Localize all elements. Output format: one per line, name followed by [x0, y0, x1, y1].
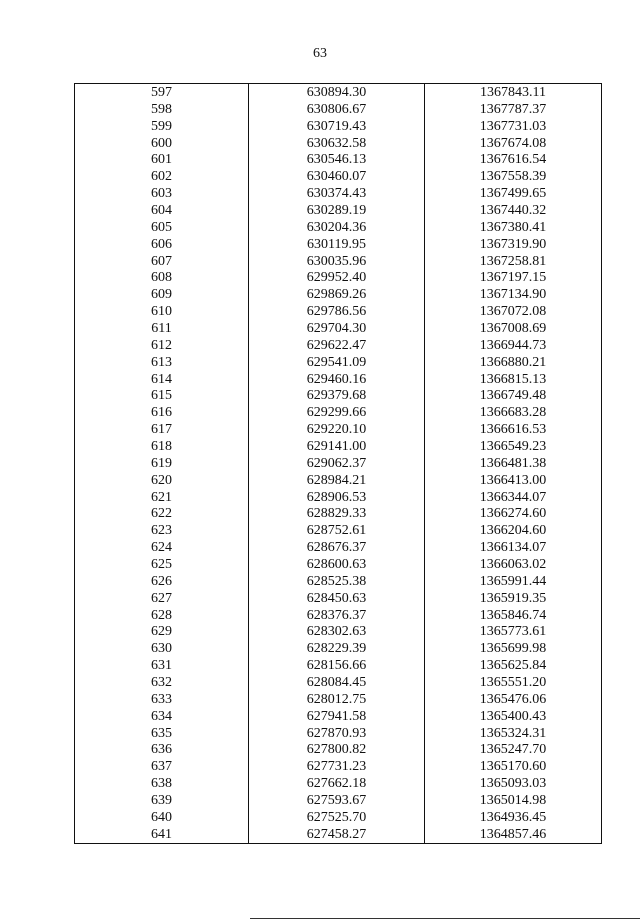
x-coordinate-cell: 627525.70 — [249, 809, 425, 826]
y-coordinate-cell: 1367319.90 — [425, 236, 602, 253]
x-coordinate-cell: 627800.82 — [249, 742, 425, 759]
point-number-cell: 627 — [75, 590, 249, 607]
table-row — [75, 202, 602, 219]
point-number-cell: 616 — [75, 404, 249, 421]
y-coordinate-cell: 1365476.06 — [425, 691, 602, 708]
x-coordinate-cell: 628376.37 — [249, 607, 425, 624]
y-coordinate-cell: 1365919.35 — [425, 590, 602, 607]
x-coordinate-cell: 628906.53 — [249, 489, 425, 506]
x-coordinate-cell: 630894.30 — [249, 84, 425, 101]
point-number-cell: 625 — [75, 556, 249, 573]
y-coordinate-cell: 1367440.32 — [425, 202, 602, 219]
y-coordinate-cell: 1364857.46 — [425, 826, 602, 843]
table-row — [75, 472, 602, 489]
point-number-cell: 640 — [75, 809, 249, 826]
x-coordinate-cell: 630289.19 — [249, 202, 425, 219]
x-coordinate-cell: 628450.63 — [249, 590, 425, 607]
y-coordinate-cell: 1367258.81 — [425, 253, 602, 270]
table-row — [75, 792, 602, 809]
point-number-cell: 638 — [75, 775, 249, 792]
y-coordinate-cell: 1367616.54 — [425, 151, 602, 168]
point-number-cell: 628 — [75, 607, 249, 624]
y-coordinate-cell: 1365846.74 — [425, 607, 602, 624]
point-number-cell: 611 — [75, 320, 249, 337]
point-number-cell: 636 — [75, 742, 249, 759]
table-row — [75, 505, 602, 522]
point-number-cell: 618 — [75, 438, 249, 455]
y-coordinate-cell: 1365014.98 — [425, 792, 602, 809]
x-coordinate-cell: 629704.30 — [249, 320, 425, 337]
y-coordinate-cell: 1366134.07 — [425, 539, 602, 556]
x-coordinate-cell: 628084.45 — [249, 674, 425, 691]
x-coordinate-cell: 629141.00 — [249, 438, 425, 455]
x-coordinate-cell: 629379.68 — [249, 387, 425, 404]
table-row — [75, 522, 602, 539]
table-row — [75, 640, 602, 657]
point-number-cell: 617 — [75, 421, 249, 438]
x-coordinate-cell: 630546.13 — [249, 151, 425, 168]
table-row — [75, 708, 602, 725]
table-row — [75, 404, 602, 421]
x-coordinate-cell: 630035.96 — [249, 253, 425, 270]
y-coordinate-cell: 1365551.20 — [425, 674, 602, 691]
table-row — [75, 337, 602, 354]
x-coordinate-cell: 630204.36 — [249, 219, 425, 236]
table-row — [75, 624, 602, 641]
y-coordinate-cell: 1367843.11 — [425, 84, 602, 101]
x-coordinate-cell: 628984.21 — [249, 472, 425, 489]
y-coordinate-cell: 1364936.45 — [425, 809, 602, 826]
x-coordinate-cell: 629869.26 — [249, 286, 425, 303]
x-coordinate-cell: 630119.95 — [249, 236, 425, 253]
y-coordinate-cell: 1365699.98 — [425, 640, 602, 657]
point-number-cell: 607 — [75, 253, 249, 270]
table-row — [75, 185, 602, 202]
point-number-cell: 633 — [75, 691, 249, 708]
table-row — [75, 438, 602, 455]
y-coordinate-cell: 1365324.31 — [425, 725, 602, 742]
table-row — [75, 674, 602, 691]
x-coordinate-cell: 628525.38 — [249, 573, 425, 590]
x-coordinate-cell: 629541.09 — [249, 354, 425, 371]
table-row — [75, 573, 602, 590]
y-coordinate-cell: 1365991.44 — [425, 573, 602, 590]
point-number-cell: 619 — [75, 455, 249, 472]
table-row — [75, 371, 602, 388]
point-number-cell: 623 — [75, 522, 249, 539]
table-row — [75, 758, 602, 775]
point-number-cell: 613 — [75, 354, 249, 371]
table-row — [75, 269, 602, 286]
y-coordinate-cell: 1366481.38 — [425, 455, 602, 472]
point-number-cell: 614 — [75, 371, 249, 388]
x-coordinate-cell: 627458.27 — [249, 826, 425, 843]
x-coordinate-cell: 627662.18 — [249, 775, 425, 792]
table-body — [75, 84, 602, 844]
table-row — [75, 539, 602, 556]
table-row — [75, 118, 602, 135]
y-coordinate-cell: 1367380.41 — [425, 219, 602, 236]
x-coordinate-cell: 630719.43 — [249, 118, 425, 135]
table-row — [75, 320, 602, 337]
y-coordinate-cell: 1365247.70 — [425, 742, 602, 759]
x-coordinate-cell: 629952.40 — [249, 269, 425, 286]
page-number: 63 — [313, 46, 327, 61]
point-number-cell: 600 — [75, 135, 249, 152]
point-number-cell: 612 — [75, 337, 249, 354]
y-coordinate-cell: 1365093.03 — [425, 775, 602, 792]
point-number-cell: 602 — [75, 168, 249, 185]
point-number-cell: 637 — [75, 758, 249, 775]
y-coordinate-cell: 1367787.37 — [425, 101, 602, 118]
table-row — [75, 775, 602, 792]
table-row — [75, 387, 602, 404]
point-number-cell: 610 — [75, 303, 249, 320]
y-coordinate-cell: 1365625.84 — [425, 657, 602, 674]
table-row — [75, 84, 602, 101]
point-number-cell: 629 — [75, 624, 249, 641]
table-row — [75, 421, 602, 438]
table-row — [75, 607, 602, 624]
y-coordinate-cell: 1365400.43 — [425, 708, 602, 725]
point-number-cell: 604 — [75, 202, 249, 219]
y-coordinate-cell: 1365773.61 — [425, 624, 602, 641]
x-coordinate-cell: 629460.16 — [249, 371, 425, 388]
y-coordinate-cell: 1366616.53 — [425, 421, 602, 438]
y-coordinate-cell: 1367072.08 — [425, 303, 602, 320]
x-coordinate-cell: 627941.58 — [249, 708, 425, 725]
coordinate-table — [74, 83, 602, 844]
table-row — [75, 135, 602, 152]
table-row — [75, 742, 602, 759]
x-coordinate-cell: 630806.67 — [249, 101, 425, 118]
point-number-cell: 631 — [75, 657, 249, 674]
x-coordinate-cell: 628752.61 — [249, 522, 425, 539]
table-row — [75, 657, 602, 674]
x-coordinate-cell: 628676.37 — [249, 539, 425, 556]
point-number-cell: 635 — [75, 725, 249, 742]
y-coordinate-cell: 1366204.60 — [425, 522, 602, 539]
x-coordinate-cell: 628012.75 — [249, 691, 425, 708]
point-number-cell: 608 — [75, 269, 249, 286]
x-coordinate-cell: 630632.58 — [249, 135, 425, 152]
point-number-cell: 603 — [75, 185, 249, 202]
point-number-cell: 615 — [75, 387, 249, 404]
y-coordinate-cell: 1366549.23 — [425, 438, 602, 455]
y-coordinate-cell: 1366815.13 — [425, 371, 602, 388]
table-row — [75, 725, 602, 742]
x-coordinate-cell: 630374.43 — [249, 185, 425, 202]
y-coordinate-cell: 1367558.39 — [425, 168, 602, 185]
y-coordinate-cell: 1366063.02 — [425, 556, 602, 573]
x-coordinate-cell: 628829.33 — [249, 505, 425, 522]
point-number-cell: 599 — [75, 118, 249, 135]
table-row — [75, 219, 602, 236]
y-coordinate-cell: 1367134.90 — [425, 286, 602, 303]
y-coordinate-cell: 1366749.48 — [425, 387, 602, 404]
point-number-cell: 639 — [75, 792, 249, 809]
point-number-cell: 605 — [75, 219, 249, 236]
point-number-cell: 606 — [75, 236, 249, 253]
x-coordinate-cell: 629299.66 — [249, 404, 425, 421]
point-number-cell: 630 — [75, 640, 249, 657]
point-number-cell: 624 — [75, 539, 249, 556]
y-coordinate-cell: 1366274.60 — [425, 505, 602, 522]
x-coordinate-cell: 628229.39 — [249, 640, 425, 657]
table-row — [75, 556, 602, 573]
point-number-cell: 621 — [75, 489, 249, 506]
footer-rule — [250, 918, 640, 919]
table-row — [75, 809, 602, 826]
y-coordinate-cell: 1367674.08 — [425, 135, 602, 152]
table-row — [75, 101, 602, 118]
x-coordinate-cell: 629062.37 — [249, 455, 425, 472]
x-coordinate-cell: 630460.07 — [249, 168, 425, 185]
x-coordinate-cell: 627870.93 — [249, 725, 425, 742]
y-coordinate-cell: 1366944.73 — [425, 337, 602, 354]
table-row — [75, 826, 602, 843]
x-coordinate-cell: 628302.63 — [249, 624, 425, 641]
table-row — [75, 590, 602, 607]
table-row — [75, 303, 602, 320]
table-row — [75, 253, 602, 270]
table-row — [75, 236, 602, 253]
x-coordinate-cell: 628600.63 — [249, 556, 425, 573]
y-coordinate-cell: 1367008.69 — [425, 320, 602, 337]
point-number-cell: 601 — [75, 151, 249, 168]
point-number-cell: 634 — [75, 708, 249, 725]
x-coordinate-cell: 627593.67 — [249, 792, 425, 809]
point-number-cell: 622 — [75, 505, 249, 522]
point-number-cell: 609 — [75, 286, 249, 303]
x-coordinate-cell: 627731.23 — [249, 758, 425, 775]
x-coordinate-cell: 629786.56 — [249, 303, 425, 320]
y-coordinate-cell: 1366683.28 — [425, 404, 602, 421]
point-number-cell: 597 — [75, 84, 249, 101]
x-coordinate-cell: 628156.66 — [249, 657, 425, 674]
table-row — [75, 168, 602, 185]
y-coordinate-cell: 1366344.07 — [425, 489, 602, 506]
table-row — [75, 286, 602, 303]
point-number-cell: 632 — [75, 674, 249, 691]
y-coordinate-cell: 1366880.21 — [425, 354, 602, 371]
y-coordinate-cell: 1365170.60 — [425, 758, 602, 775]
y-coordinate-cell: 1367499.65 — [425, 185, 602, 202]
point-number-cell: 598 — [75, 101, 249, 118]
x-coordinate-cell: 629622.47 — [249, 337, 425, 354]
table-row — [75, 691, 602, 708]
point-number-cell: 641 — [75, 826, 249, 843]
point-number-cell: 620 — [75, 472, 249, 489]
table-row — [75, 489, 602, 506]
y-coordinate-cell: 1367197.15 — [425, 269, 602, 286]
table-row — [75, 455, 602, 472]
x-coordinate-cell: 629220.10 — [249, 421, 425, 438]
table-row — [75, 151, 602, 168]
point-number-cell: 626 — [75, 573, 249, 590]
y-coordinate-cell: 1367731.03 — [425, 118, 602, 135]
y-coordinate-cell: 1366413.00 — [425, 472, 602, 489]
table-row — [75, 354, 602, 371]
